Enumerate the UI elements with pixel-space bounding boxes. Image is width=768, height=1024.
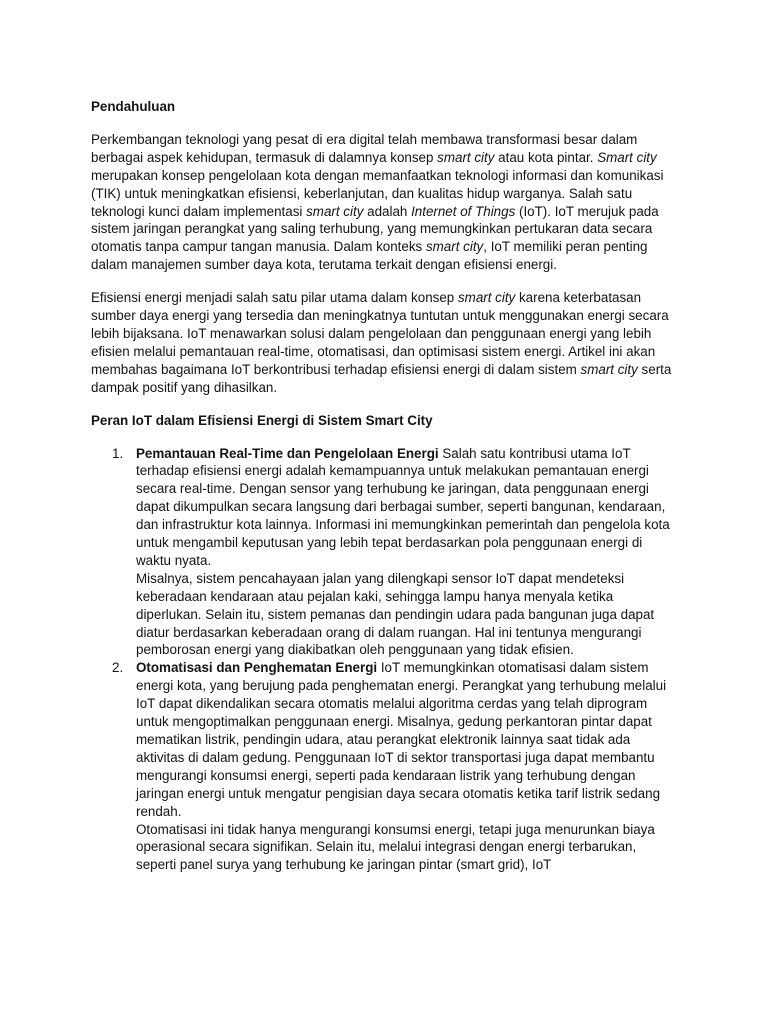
italic-term: Smart city [597, 149, 657, 165]
text-run: Perkembangan teknologi yang pesat di era digital telah membawa transformasi besar dalam berbagai aspek kehidupan, termasuk di dalamnya konsep [91, 131, 638, 165]
italic-term: smart city [580, 361, 638, 377]
list-item-text: IoT memungkinkan otomatisasi dalam sistem energi kota, yang berujung pada penghematan energi. Perangkat yang terhubung melalui IoT dapat dikendalikan secara otomatis melalui algoritma cerdas yang telah diprogram untuk mengoptimalkan penggunaan energi. Misalnya, gedung perkantoran pintar dapat mematikan listrik, pendingin udara, atau perangkat elektronik lainnya saat tidak ada aktivitas di dalam gedung. Penggunaan IoT di sektor transportasi juga dapat membantu mengurangi konsumsi energi, seperti pada kendaraan listrik yang terhubung dengan jaringan energi untuk mengatur pengisian daya secara otomatis ketika tarif listrik sedang rendah. [136, 660, 667, 819]
text-run: Efisiensi energi menjadi salah satu pilar utama dalam konsep [91, 290, 458, 306]
italic-term: smart city [437, 149, 495, 165]
list-item-second-paragraph: Misalnya, sistem pencahayaan jalan yang dilengkapi sensor IoT dapat mendeteksi keberadaan kendaraan atau pejalan kaki, sehingga lampu hanya menyala ketika diperlukan. Selain itu, sistem pemanas dan pendingin udara pada bangunan juga dapat diatur berdasarkan keberadaan orang di dalam ruangan. Hal ini tentunya mengurangi pemborosan energi yang diakibatkan oleh penggunaan yang tidak efisien. [136, 570, 655, 658]
numbered-list [91, 445, 676, 875]
list-item-text: Salah satu kontribusi utama IoT terhadap efisiensi energi adalah kemampuannya untuk melakukan pemantauan energi secara real-time. Dengan sensor yang terhubung ke jaringan, data penggunaan energi dapat dikumpulkan secara langsung dari berbagai sumber, seperti bangunan, kendaraan, dan infrastruktur kota lainnya. Informasi ini memungkinkan pemerintah dan pengelola kota untuk mengambil keputusan yang lebih tepat berdasarkan pola penggunaan energi di waktu nyata. [136, 445, 670, 568]
section-heading-iot-role: Peran IoT dalam Efisiensi Energi di Sistem Smart City [91, 412, 433, 428]
list-item-first-paragraph [136, 445, 676, 570]
list-item-1 [91, 445, 676, 660]
list-item-2 [91, 659, 676, 874]
text-run: adalah [363, 203, 412, 219]
italic-term: Internet of Things [411, 203, 516, 219]
intro-paragraph-2 [91, 289, 676, 396]
list-item-title: Pemantauan Real-Time dan Pengelolaan Energi [136, 445, 439, 461]
italic-term: smart city [457, 290, 516, 306]
document-body [91, 98, 676, 874]
text-run: serta dampak positif yang dihasilkan. [91, 361, 672, 395]
list-item-first-paragraph [136, 659, 676, 820]
text-run: (IoT). IoT merujuk pada sistem jaringan perangkat yang saling terhubung, yang memungkinkan pertukaran data secara otomatis tanpa campur tangan manusia. Dalam konteks [91, 203, 659, 255]
italic-term: smart city [306, 203, 364, 219]
list-number: 2. [112, 660, 124, 676]
list-number: 1. [112, 445, 124, 461]
text-run: merupakan konsep pengelolaan kota dengan memanfaatkan teknologi informasi dan komunikasi (TIK) untuk meningkatkan efisiensi, keberlanjutan, dan kualitas hidup warganya. Salah satu teknologi kunci dalam implementasi [91, 167, 664, 219]
text-run: karena keterbatasan sumber daya energi yang tersedia dan meningkatnya tuntutan untuk menggunakan energi secara lebih bijaksana. IoT menawarkan solusi dalam pengelolaan dan penggunaan energi yang lebih efisien melalui pemantauan real-time, otomatisasi, dan optimisasi sistem energi. Artikel ini akan membahas bagaimana IoT berkontribusi terhadap efisiensi energi di dalam sistem [91, 290, 669, 377]
list-item-title: Otomatisasi dan Penghematan Energi [136, 660, 378, 676]
italic-term: smart city [425, 239, 484, 255]
intro-paragraph-1 [91, 131, 676, 274]
text-run: atau kota pintar. [494, 149, 598, 165]
text-run: , IoT memiliki peran penting dalam manajemen sumber daya kota, terutama terkait dengan efisiensi energi. [91, 239, 648, 273]
list-item-second-paragraph: Otomatisasi ini tidak hanya mengurangi konsumsi energi, tetapi juga menurunkan biaya operasional secara signifikan. Selain itu, melalui integrasi dengan energi terbarukan, seperti panel surya yang terhubung ke jaringan pintar (smart grid), IoT [136, 821, 655, 873]
section-heading-introduction: Pendahuluan [91, 99, 176, 114]
